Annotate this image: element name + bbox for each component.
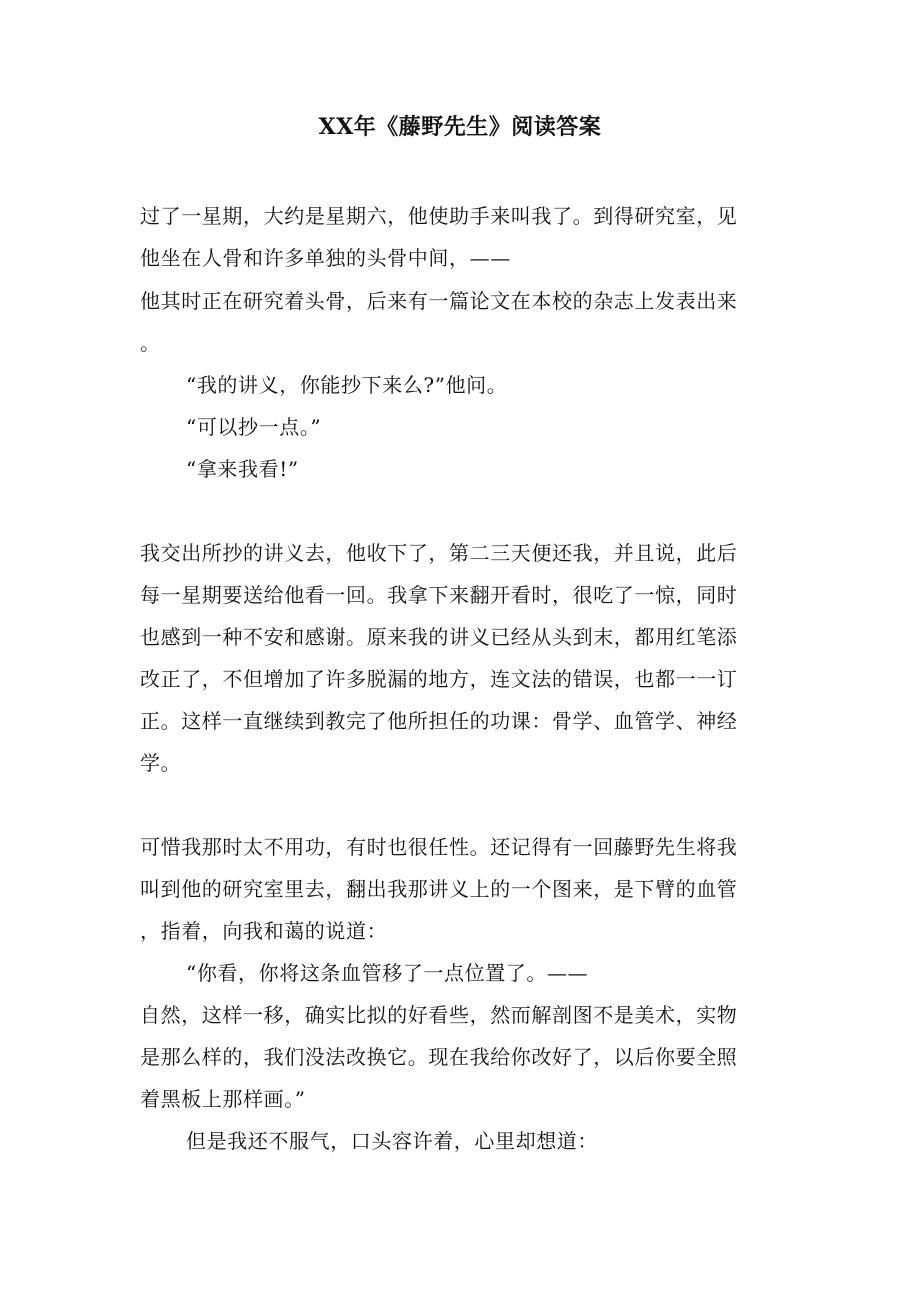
paragraph-line: 着黑板上那样画。” [140,1087,306,1111]
paragraph-line: 过了一星期，大约是星期六，他使助手来叫我了。到得研究室，见 [140,204,738,228]
paragraph-line: 我交出所抄的讲义去，他收下了，第二三天便还我，并且说，此后 [140,541,738,565]
paragraph-line: 。 [140,331,161,355]
dialogue-line: “拿来我看!” [186,457,299,481]
dialogue-line: “我的讲义，你能抄下来么?”他问。 [186,373,508,397]
paragraph-line: 学。 [140,751,182,775]
paragraph-line: 叫到他的研究室里去，翻出我那讲义上的一个图来，是下臂的血管 [140,877,738,901]
paragraph-line: 他其时正在研究着头骨，后来有一篇论文在本校的杂志上发表出来 [140,289,738,313]
paragraph-line: 也感到一种不安和感谢。原来我的讲义已经从头到末，都用红笔添 [140,625,738,649]
paragraph-line: 正。这样一直继续到教完了他所担任的功课：骨学、血管学、神经 [140,709,738,733]
paragraph-line: ，指着，向我和蔼的说道： [140,919,388,943]
paragraph-line: 可惜我那时太不用功，有时也很任性。还记得有一回藤野先生将我 [140,835,738,859]
paragraph-line: 每一星期要送给他看一回。我拿下来翻开看时，很吃了一惊，同时 [140,583,738,607]
paragraph-line: 自然，这样一移，确实比拟的好看些，然而解剖图不是美术，实物 [140,1003,738,1027]
paragraph-line: 改正了，不但增加了许多脱漏的地方，连文法的错误，也都一一订 [140,667,738,691]
dialogue-line: “你看，你将这条血管移了一点位置了。—— [186,961,589,985]
paragraph-line: 是那么样的，我们没法改换它。现在我给你改好了，以后你要全照 [140,1045,738,1069]
paragraph-line: 他坐在人骨和许多单独的头骨中间，—— [140,246,511,270]
dialogue-line: “可以抄一点。” [186,415,322,439]
document-title: XX年《藤野先生》阅读答案 [318,114,602,140]
paragraph-line: 但是我还不服气，口头容许着，心里却想道： [186,1129,598,1153]
